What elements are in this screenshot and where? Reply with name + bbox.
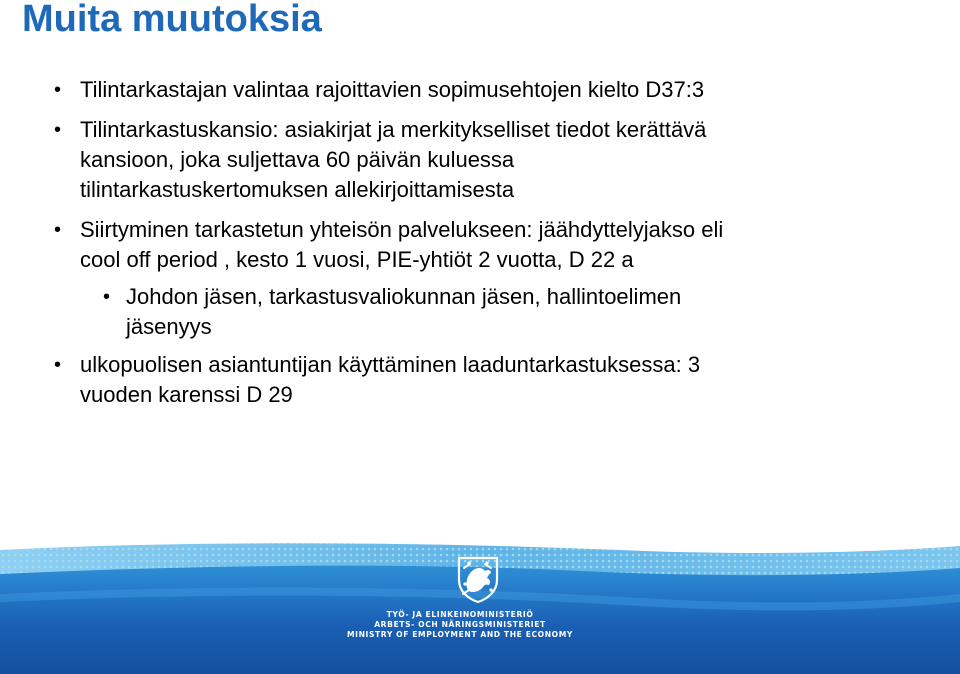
bullet-list	[0, 75, 960, 420]
bullet-item	[0, 215, 960, 275]
ministry-name-finnish: TYÖ- JA ELINKEINOMINISTERIÖ	[386, 610, 534, 619]
footer-band	[0, 540, 960, 674]
bullet-text-line: cool off period , kesto 1 vuosi, PIE-yhtiöt 2 vuotta, D 22 a	[80, 247, 634, 272]
bullet-marker-icon: •	[54, 119, 62, 141]
ministry-name-swedish: ARBETS- OCH NÄRINGSMINISTERIET	[374, 620, 546, 629]
bullet-marker-icon: •	[103, 286, 111, 308]
bullet-text-line: jäsenyys	[126, 314, 212, 339]
bullet-marker-icon: •	[54, 354, 62, 376]
slide-title: Muita muutoksia	[22, 0, 322, 40]
finnish-lion-coat-of-arms-icon	[455, 554, 501, 604]
bullet-text-line: kansioon, joka suljettava 60 päivän kuluessa	[80, 147, 515, 172]
sub-bullet-item	[0, 282, 960, 342]
bullet-text-line: Siirtyminen tarkastetun yhteisön palvelukseen: jäähdyttelyjakso eli	[80, 217, 724, 242]
bullet-text-line: Tilintarkastuskansio: asiakirjat ja merkitykselliset tiedot kerättävä	[80, 117, 707, 142]
ministry-name-english: MINISTRY OF EMPLOYMENT AND THE ECONOMY	[347, 630, 573, 639]
bullet-item	[0, 75, 960, 105]
bullet-text-line: vuoden karenssi D 29	[80, 382, 293, 407]
ministry-name-block	[0, 610, 960, 640]
bullet-text-line: Tilintarkastajan valintaa rajoittavien sopimusehtojen kielto D37:3	[80, 77, 705, 102]
bullet-text-line: Johdon jäsen, tarkastusvaliokunnan jäsen, hallintoelimen	[126, 284, 682, 309]
bullet-marker-icon: •	[54, 79, 62, 101]
bullet-text-line: tilintarkastuskertomuksen allekirjoittamisesta	[80, 177, 515, 202]
bullet-item	[0, 350, 960, 410]
bullet-item	[0, 115, 960, 205]
bullet-text-line: ulkopuolisen asiantuntijan käyttäminen laaduntarkastuksessa: 3	[80, 352, 701, 377]
bullet-marker-icon: •	[54, 219, 62, 241]
